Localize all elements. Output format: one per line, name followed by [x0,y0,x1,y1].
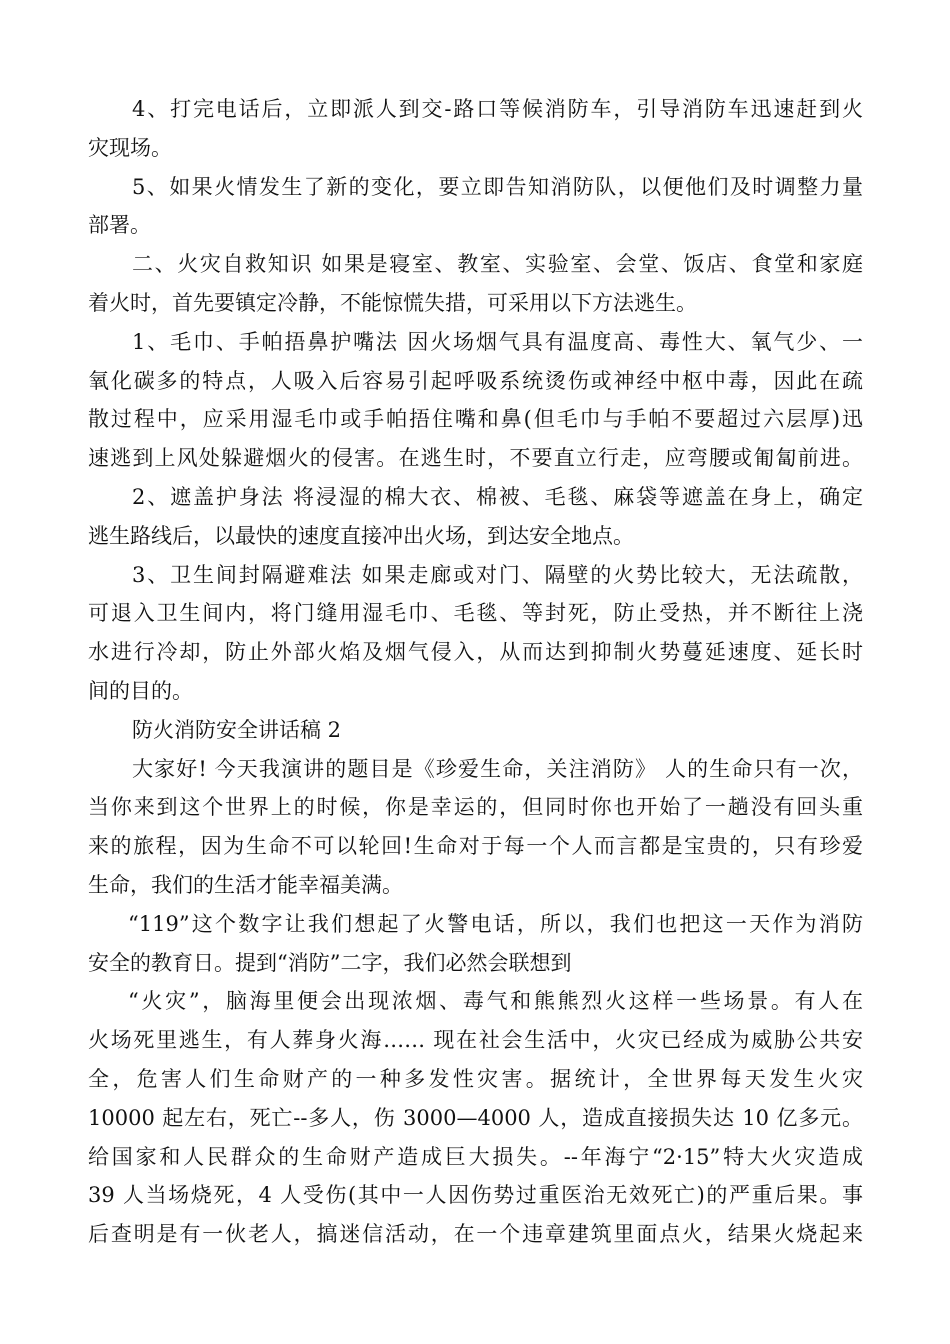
paragraph-line: 逃生路线后，以最快的速度直接冲出火场，到达安全地点。 [88,523,634,548]
paragraph-line: 着火时，首先要镇定冷静，不能惊慌失措，可采用以下方法逃生。 [88,290,697,315]
paragraph-line: 火场死里逃生，有人葬身火海…… 现在社会生活中，火灾已经成为威胁公共安 [88,1028,863,1053]
paragraph-line: 大家好! 今天我演讲的题目是《珍爱生命，关注消防》 人的生命只有一次， [132,756,863,781]
paragraph-line: 全，危害人们生命财产的一种多发性灾害。据统计，全世界每天发生火灾 [88,1066,863,1091]
paragraph-line: 散过程中，应采用湿毛巾或手帕捂住嘴和鼻(但毛巾与手帕不要超过六层厚)迅 [88,407,863,432]
paragraph-line: 5、如果火情发生了新的变化，要立即告知消防队，以便他们及时调整力量 [132,174,863,199]
paragraph-line: 4、打完电话后，立即派人到交-路口等候消防车，引导消防车迅速赶到火 [132,97,863,121]
paragraph-line: 3、卫生间封隔避难法 如果走廊或对门、隔壁的火势比较大，无法疏散， [132,562,863,587]
paragraph-line: 可退入卫生间内，将门缝用湿毛巾、毛毯、等封死，防止受热，并不断往上浇 [88,601,863,626]
paragraph-line: 水进行冷却，防止外部火焰及烟气侵入，从而达到抑制火势蔓延速度、延长时 [88,640,863,665]
paragraph-line: 后查明是有一伙老人，搞迷信活动，在一个违章建筑里面点火，结果火烧起来 [88,1222,863,1247]
paragraph-line: 10000 起左右，死亡--多人，伤 3000—4000 人，造成直接损失达 10 亿多元。 [88,1105,863,1130]
document-page [88,90,863,1254]
paragraph-line: 当你来到这个世界上的时候，你是幸运的，但同时你也开始了一趟没有回头重 [88,795,863,820]
paragraph-line: 氧化碳多的特点，人吸入后容易引起呼吸系统烫伤或神经中枢中毒，因此在疏 [88,368,863,393]
section-heading: 防火消防安全讲话稿 2 [132,717,342,742]
paragraph-line: 速逃到上风处躲避烟火的侵害。在逃生时，不要直立行走，应弯腰或匍匐前进。 [88,446,863,471]
paragraph-line: 1、毛巾、手帕捂鼻护嘴法 因火场烟气具有温度高、毒性大、氧气少、一 [132,329,863,354]
paragraph-line: “119”这个数字让我们想起了火警电话，所以，我们也把这一天作为消防 [128,911,863,936]
paragraph-line: 来的旅程，因为生命不可以轮回!生命对于每一个人而言都是宝贵的，只有珍爱 [88,834,863,859]
paragraph-line: 给国家和人民群众的生命财产造成巨大损失。--年海宁“2·15”特大火灾造成 [88,1144,863,1169]
paragraph-line: “火灾”，脑海里便会出现浓烟、毒气和熊熊烈火这样一些场景。有人在 [128,989,863,1014]
paragraph-line: 部署。 [88,213,151,238]
paragraph-line: 二、火灾自救知识 如果是寝室、教室、实验室、会堂、饭店、食堂和家庭 [132,252,863,277]
paragraph-line: 灾现场。 [88,135,172,160]
paragraph-line: 39 人当场烧死，4 人受伤(其中一人因伤势过重医治无效死亡)的严重后果。事 [88,1183,863,1208]
paragraph-line: 安全的教育日。提到“消防”二字，我们必然会联想到 [88,950,572,975]
paragraph-line: 生命，我们的生活才能幸福美满。 [88,872,403,897]
paragraph-line: 间的目的。 [88,678,193,703]
paragraph-line: 2、遮盖护身法 将浸湿的棉大衣、棉被、毛毯、麻袋等遮盖在身上，确定 [132,484,863,509]
